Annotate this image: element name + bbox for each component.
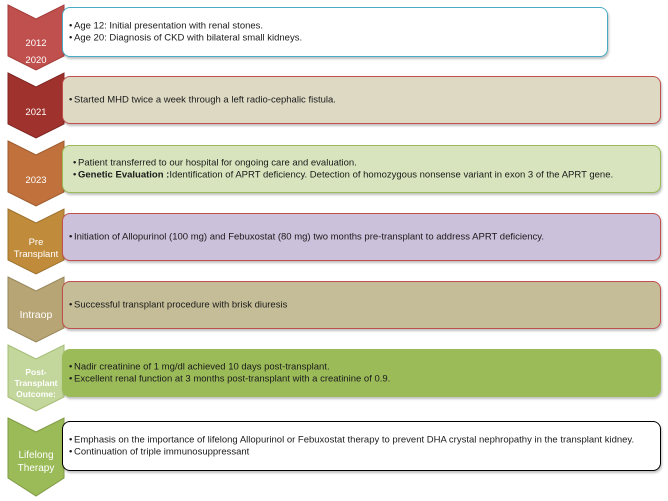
list-item: • Continuation of triple immunosuppressant [69, 446, 652, 458]
stage-marker-intraop [8, 277, 64, 342]
list-item: • Patient transferred to our hospital for ongoing care and evaluation. [73, 158, 652, 170]
stage-marker-2023 [8, 141, 64, 206]
list-item: • Successful transplant procedure with brisk diuresis [69, 299, 652, 311]
list-item: • Nadir creatinine of 1 mg/dl achieved 10 days post-transplant. [69, 362, 652, 374]
stage-label-line: Lifelong [18, 450, 54, 461]
stage-label-line: Transplant [13, 249, 59, 260]
timeline-card-2021 [62, 76, 661, 124]
stage-marker-pre-transplant [8, 209, 64, 274]
timeline-card-2012-2020 [62, 7, 608, 57]
chevron-arrow-icon [8, 73, 64, 138]
list-item: • Age 20: Diagnosis of CKD with bilateral small kidneys. [69, 32, 599, 44]
stage-label-line: Pre [28, 237, 44, 248]
timeline-card-pre-transplant [62, 213, 661, 261]
list-item: • Emphasis on the importance of lifelong Allopurinol or Febuxostat therapy to prevent DHA crystal nephropathy in the transplant kidney. [69, 435, 652, 447]
stage-label-line: Intraop [19, 309, 53, 321]
list-item: • Started MHD twice a week through a left radio-cephalic fistula. [69, 94, 652, 106]
stage-label-line: Post- [25, 367, 47, 377]
stage-marker-2021 [8, 73, 64, 138]
timeline-card-2023 [62, 145, 661, 193]
stage-label-line: 2012 [25, 38, 47, 49]
stage-marker-post-transplant [8, 345, 64, 411]
list-item: • Age 12: Initial presentation with renal stones. [69, 21, 599, 33]
list-item: • Excellent renal function at 3 months post-transplant with a creatinine of 0.9. [69, 373, 652, 385]
bullet-text: Identification of APRT deficiency. Detection of homozygous nonsense variant in exon 3 of the APRT gene. [169, 169, 614, 180]
stage-label-line: Therapy [17, 463, 55, 474]
stage-label-line: Outcome: [16, 389, 56, 399]
stage-label-line: 2020 [25, 55, 47, 66]
timeline-card-lifelong-therapy [62, 421, 661, 471]
timeline-card-intraop [62, 281, 661, 329]
timeline-card-post-transplant [62, 349, 661, 397]
list-item [73, 169, 652, 181]
stage-label-line: 2023 [25, 175, 47, 186]
chevron-arrow-icon [8, 141, 64, 206]
stage-marker-2012-2020 [8, 5, 64, 70]
list-item: • Initiation of Allopurinol (100 mg) and Febuxostat (80 mg) two months pre-transplant to address APRT deficiency. [69, 231, 652, 243]
stage-label-line: Transplant [14, 378, 58, 388]
stage-marker-lifelong-therapy [8, 418, 64, 496]
bold-label: Genetic Evaluation : [78, 169, 170, 180]
stage-label-line: 2021 [25, 107, 47, 118]
